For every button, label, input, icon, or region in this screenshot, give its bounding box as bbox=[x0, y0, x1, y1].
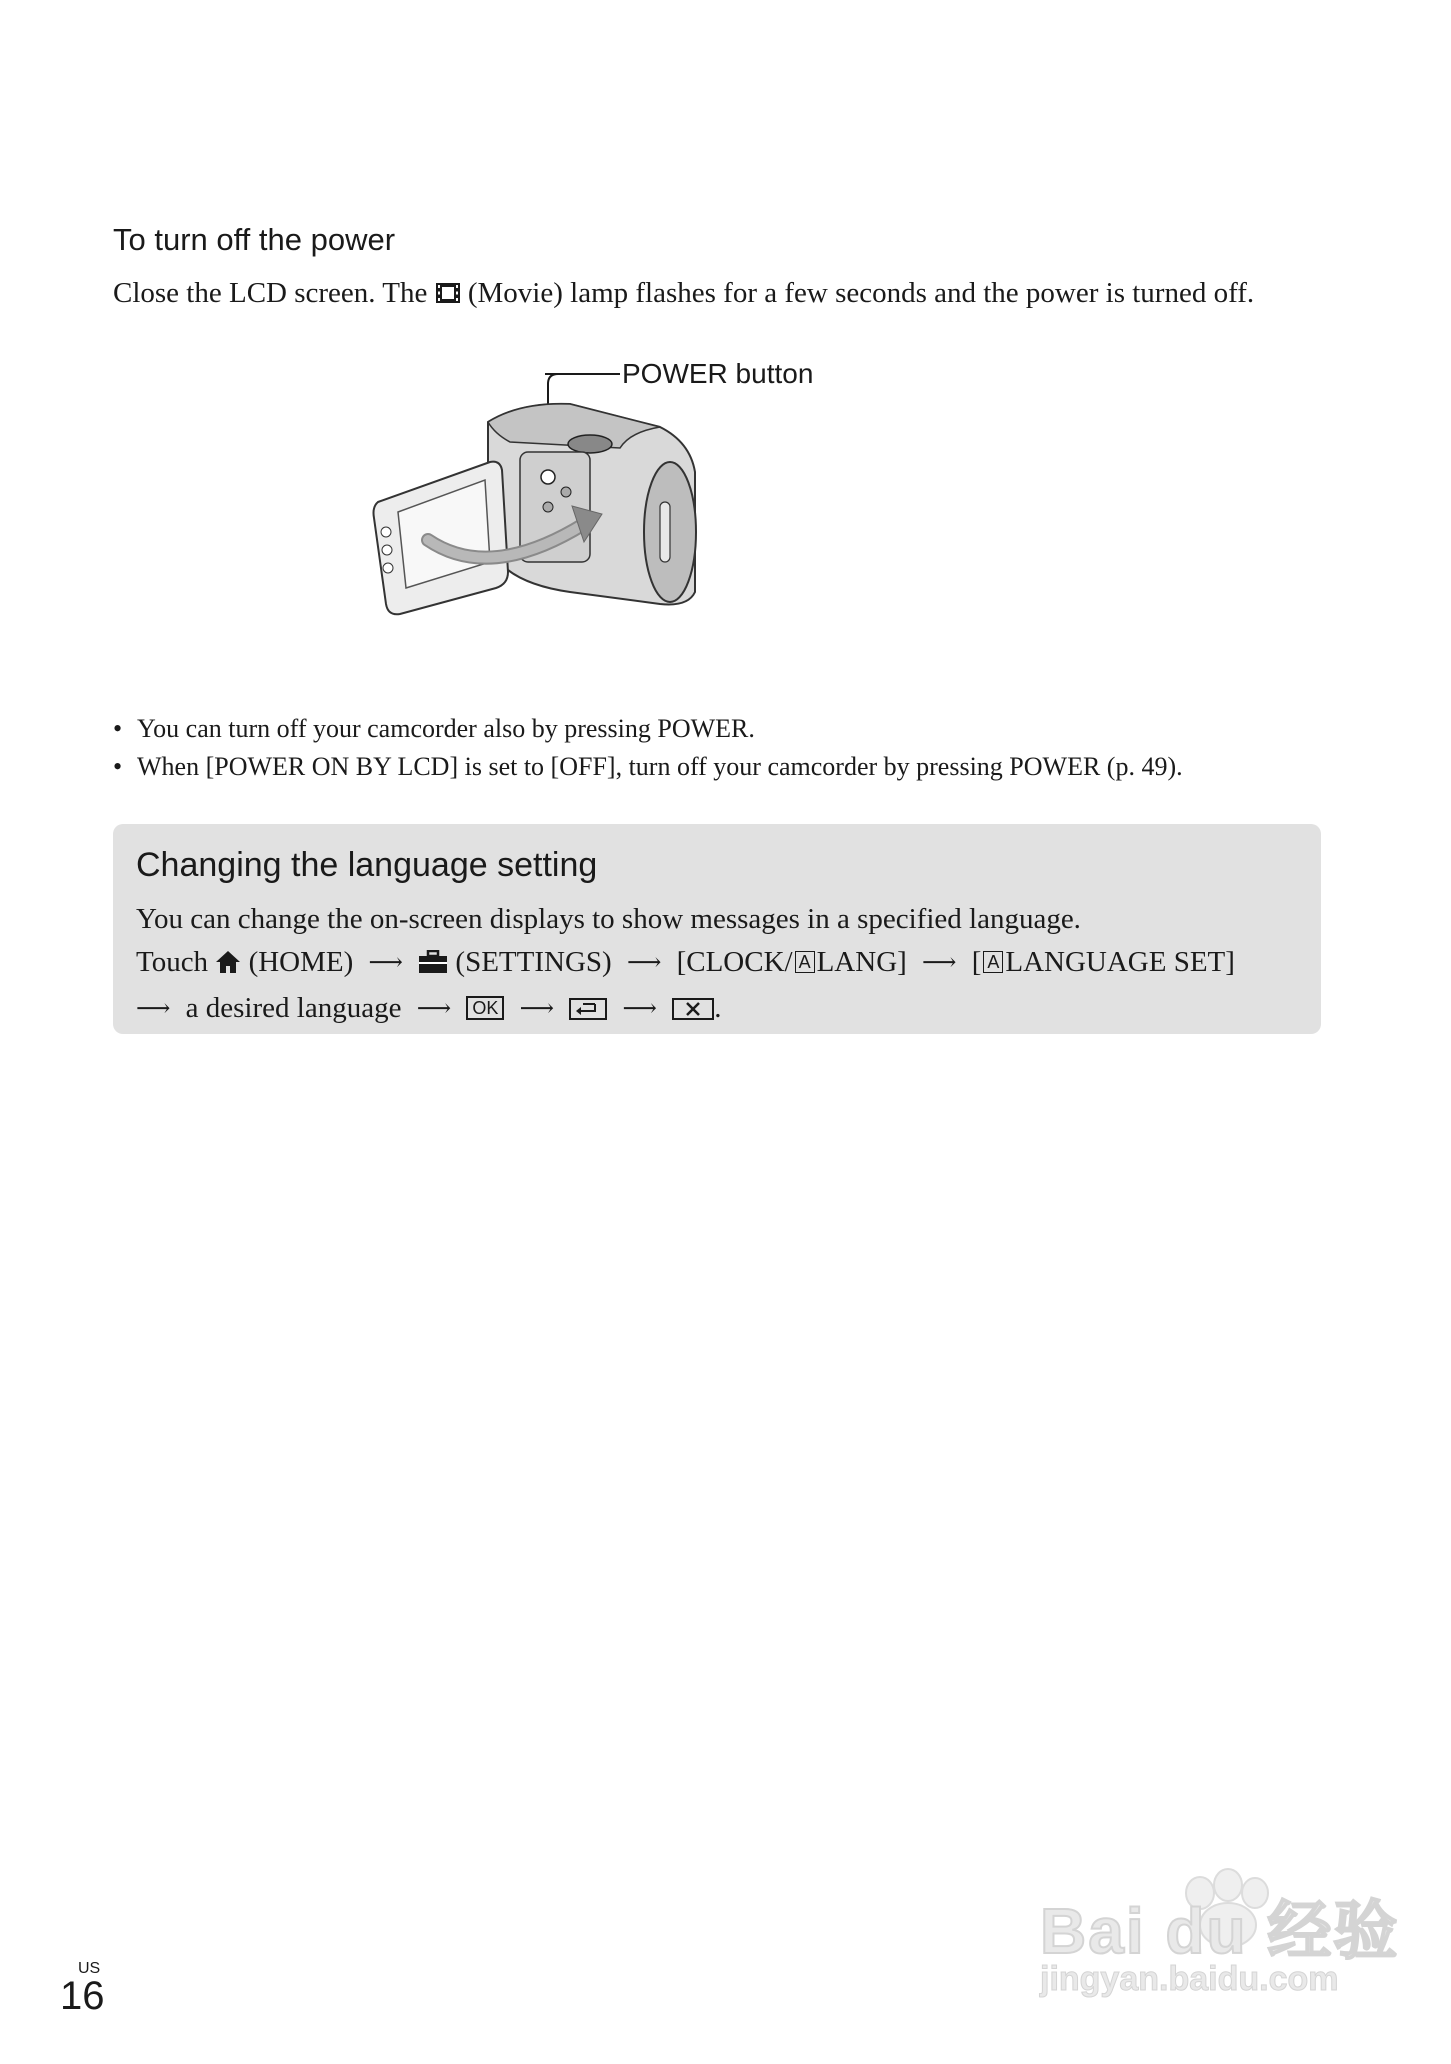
note-body bbox=[136, 898, 1306, 1033]
bullet-icon: • bbox=[113, 714, 123, 743]
right-arrow-icon: ⟶ bbox=[922, 950, 957, 976]
language-a-icon: A bbox=[795, 951, 815, 973]
right-arrow-icon: ⟶ bbox=[626, 950, 662, 976]
language-set-suffix: LANGUAGE SET] bbox=[1005, 946, 1235, 978]
camcorder-illustration bbox=[370, 352, 850, 622]
bullet-text: You can turn off your camcorder also by pressing POWER. bbox=[137, 714, 755, 743]
sentence-period: . bbox=[714, 992, 722, 1024]
list-item bbox=[113, 710, 1343, 748]
page-region-label: US bbox=[78, 1960, 101, 1977]
watermark-url: jingyan.baidu.com bbox=[1040, 1960, 1339, 1998]
instruction-icon-label: (Movie) bbox=[467, 277, 563, 309]
settings-label: (SETTINGS) bbox=[455, 946, 612, 978]
right-arrow-icon: ⟶ bbox=[416, 996, 452, 1022]
toolbox-icon bbox=[418, 944, 448, 987]
power-off-instruction bbox=[113, 272, 1343, 317]
clock-lang-suffix: LANG] bbox=[816, 946, 907, 978]
movie-icon bbox=[435, 275, 461, 317]
note-title: Changing the language setting bbox=[136, 846, 598, 884]
return-icon bbox=[569, 990, 607, 1033]
close-icon bbox=[672, 990, 714, 1033]
note-line-2 bbox=[136, 941, 1306, 987]
clock-lang-prefix: [CLOCK/ bbox=[676, 946, 793, 978]
note-line-1: You can change the on-screen displays to show messages in a specified language. bbox=[136, 903, 1081, 935]
right-arrow-icon: ⟶ bbox=[368, 950, 403, 976]
bullet-text: When [POWER ON BY LCD] is set to [OFF], turn off your camcorder by pressing POWER (p. 49). bbox=[137, 752, 1183, 781]
instruction-text-end: lamp flashes for a few seconds and the power is turned off. bbox=[570, 277, 1255, 309]
right-arrow-icon: ⟶ bbox=[622, 996, 657, 1022]
watermark-brand: Bai du 经验 bbox=[1040, 1895, 1400, 1967]
right-arrow-icon: ⟶ bbox=[136, 996, 171, 1022]
language-a-icon: A bbox=[983, 951, 1003, 973]
power-button-callout: POWER button bbox=[622, 358, 814, 389]
touch-label: Touch bbox=[136, 946, 209, 978]
home-icon bbox=[215, 944, 241, 987]
instruction-text-start: Close the LCD screen. The bbox=[113, 277, 428, 309]
language-set-prefix: [ bbox=[971, 946, 982, 978]
bullet-icon: • bbox=[113, 752, 123, 781]
desired-language-label: a desired language bbox=[185, 992, 402, 1024]
ok-button-icon: OK bbox=[466, 996, 504, 1020]
page-number: 16 bbox=[60, 1974, 105, 2018]
note-line-3 bbox=[136, 987, 1306, 1033]
section-heading: To turn off the power bbox=[113, 222, 396, 257]
notes-list bbox=[113, 710, 1343, 786]
home-label: (HOME) bbox=[248, 946, 354, 978]
list-item bbox=[113, 748, 1343, 786]
right-arrow-icon: ⟶ bbox=[519, 996, 555, 1022]
